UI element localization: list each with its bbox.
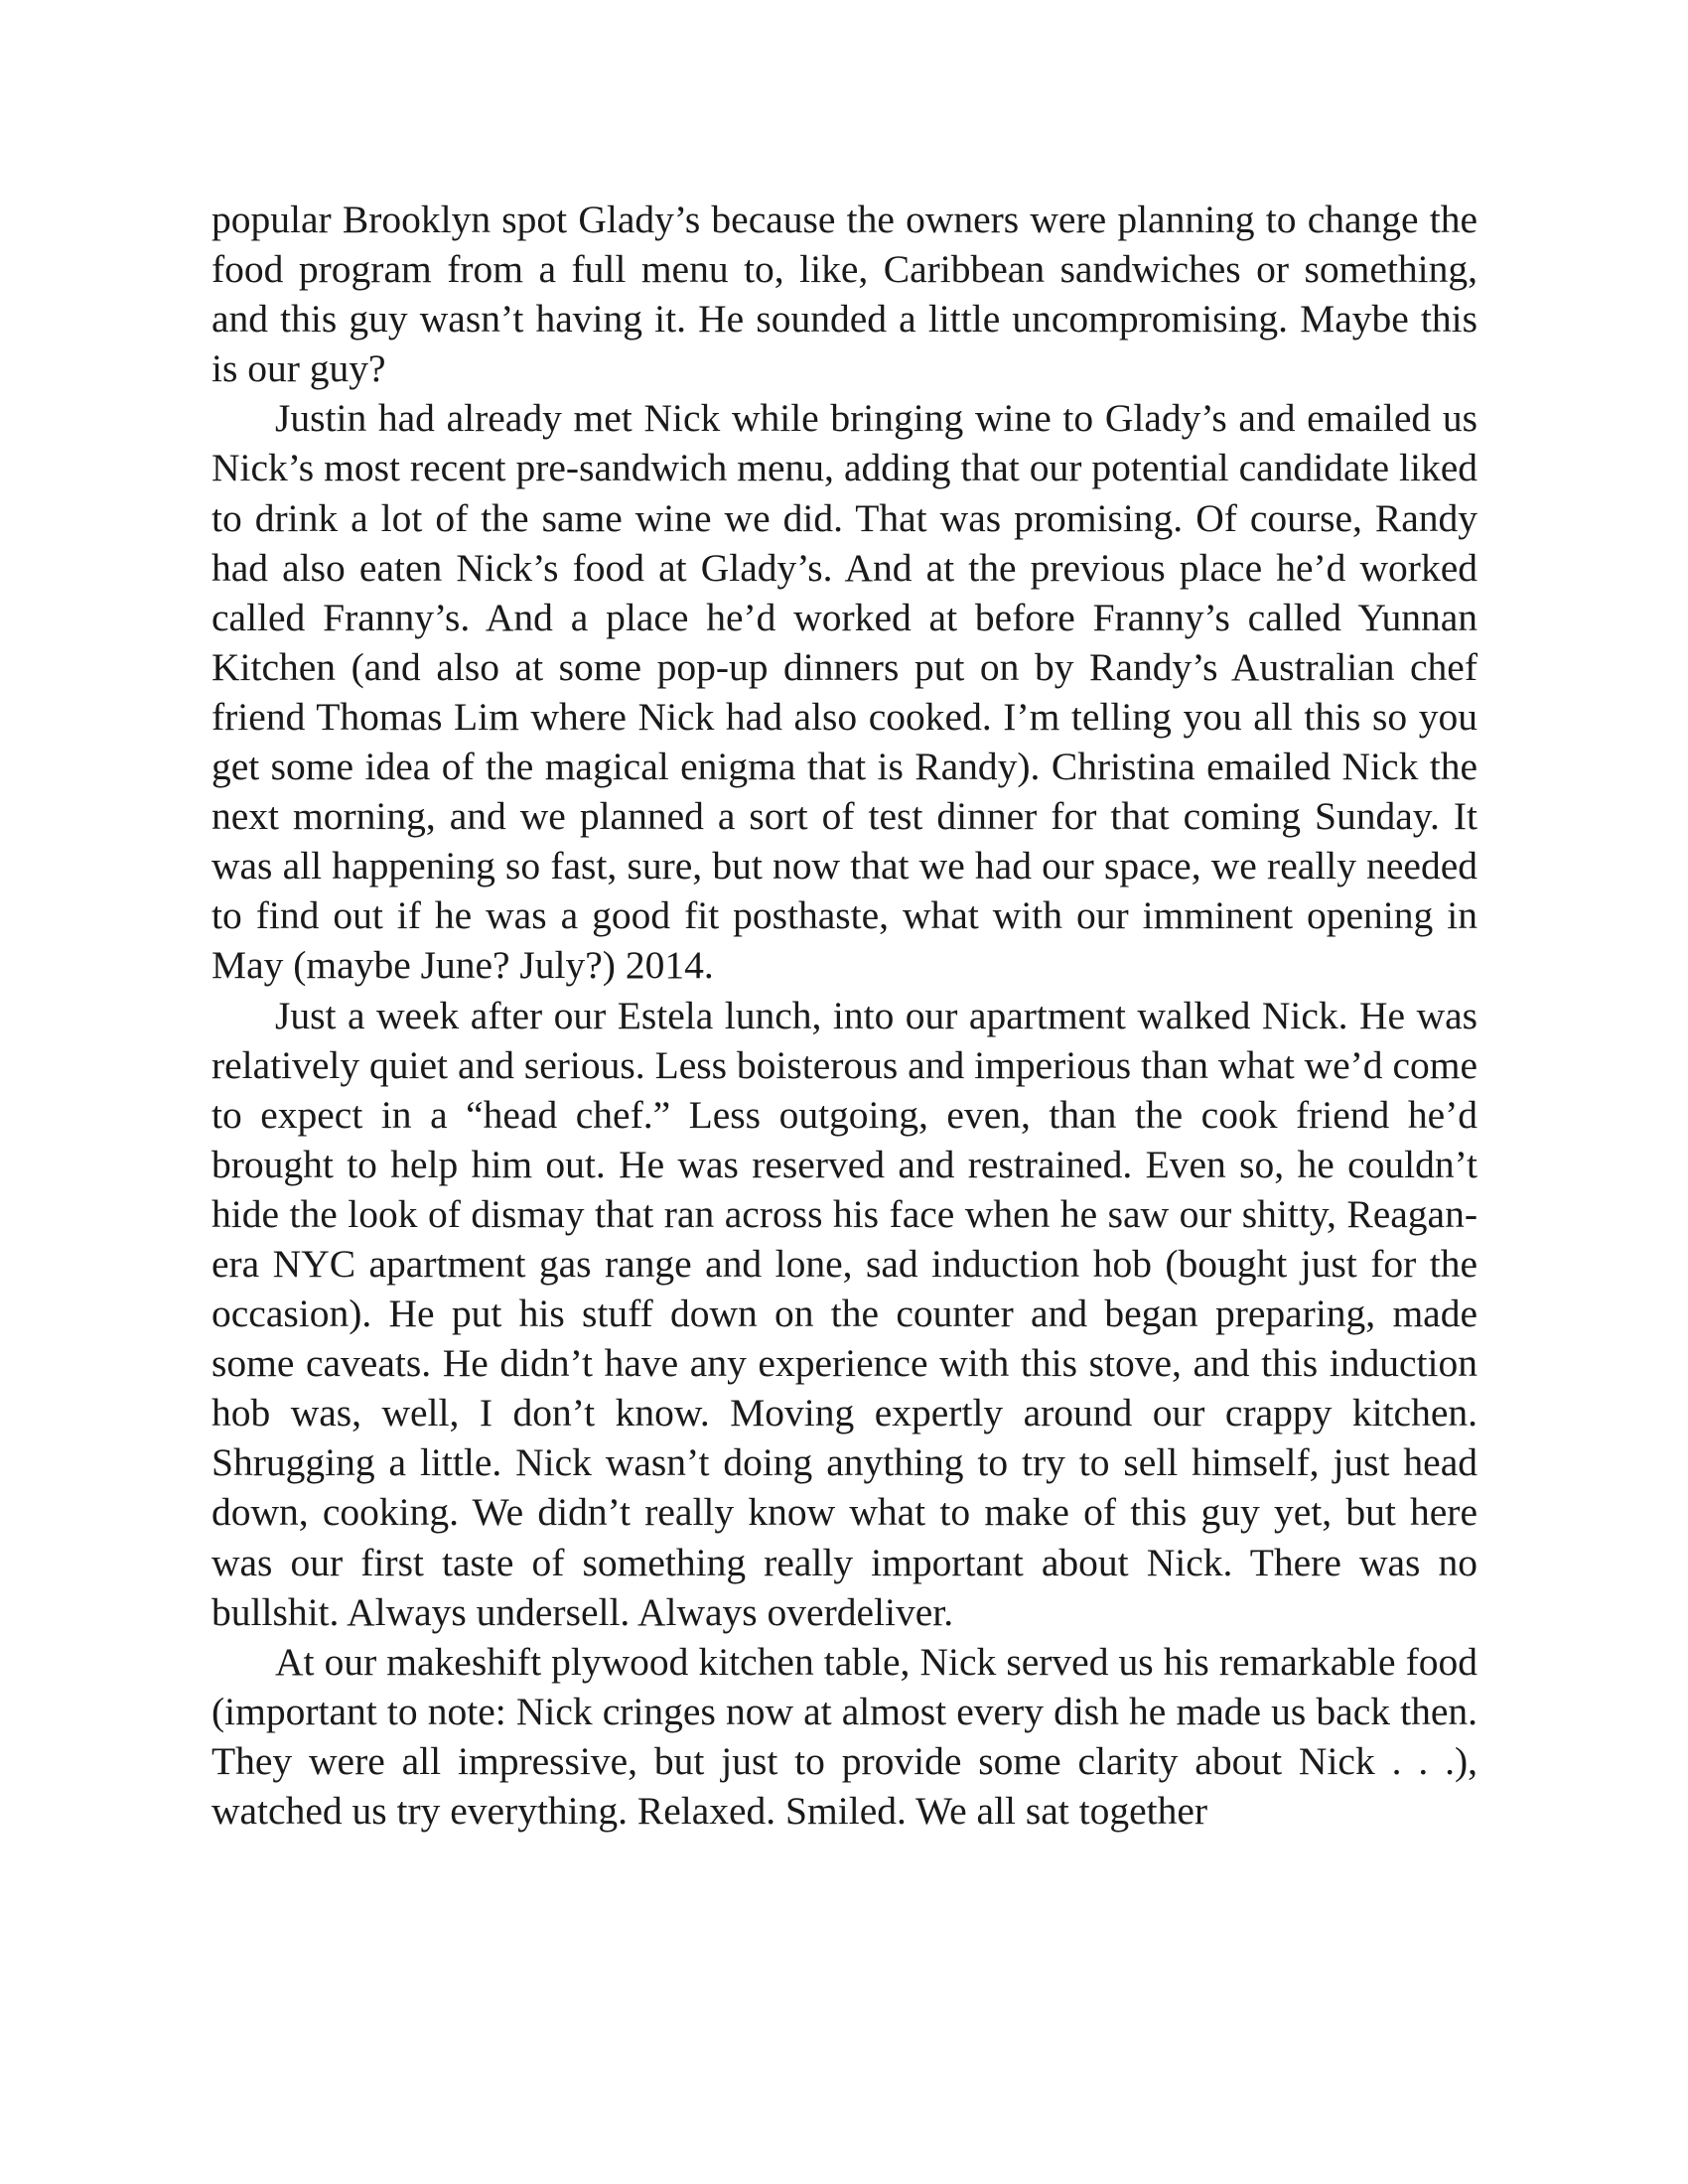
book-page-body xyxy=(211,195,1477,1836)
paragraph: At our makeshift plywood kitchen table, Nick served us his remarkable food (important to note: Nick cringes now at almost every dish he made us back then. They were all impressive, but just to provide some clarity about Nick . . .), watched us try everything. Relaxed. Smiled. We all sat together xyxy=(211,1639,1477,1833)
paragraph: Just a week after our Estela lunch, into our apartment walked Nick. He was relatively quiet and serious. Less boisterous and imperious than what we’d come to expect in a “head chef.” Less outgoing, even, than the cook friend he’d brought to help him out. He was reserved and restrained. Even so, he couldn’t hide the look of dismay that ran across his face when he saw our shitty, Reagan-era NYC apartment gas range and lone, sad induction hob (bought just for the occasion). He put his stuff down on the counter and began preparing, made some caveats. He didn’t have any experience with this stove, and this induction hob was, well, I don’t know. Moving expertly around our crappy kitchen. Shrugging a little. Nick wasn’t doing anything to try to sell himself, just head down, cooking. We didn’t really know what to make of this guy yet, but here was our first taste of something really important about Nick. There was no bullshit. Always undersell. Always overdeliver. xyxy=(211,993,1477,1634)
paragraph: Justin had already met Nick while bringing wine to Glady’s and emailed us Nick’s most recent pre-sandwich menu, adding that our potential candidate liked to drink a lot of the same wine we did. That was promising. Of course, Randy had also eaten Nick’s food at Glady’s. And at the previous place he’d worked called Franny’s. And a place he’d worked at before Franny’s called Yunnan Kitchen (and also at some pop-up dinners put on by Randy’s Australian chef friend Thomas Lim where Nick had also cooked. I’m telling you all this so you get some idea of the magical enigma that is Randy). Christina emailed Nick the next morning, and we planned a sort of test dinner for that coming Sunday. It was all happening so fast, sure, but now that we had our space, we really needed to find out if he was a good fit posthaste, what with our imminent opening in May (maybe June? July?) 2014. xyxy=(211,396,1477,988)
paragraph-continued: popular Brooklyn spot Glady’s because the owners were planning to change the food program from a full menu to, like, Caribbean sandwiches or something, and this guy wasn’t having it. He sounded a little uncompromising. Maybe this is our guy? xyxy=(211,198,1477,391)
